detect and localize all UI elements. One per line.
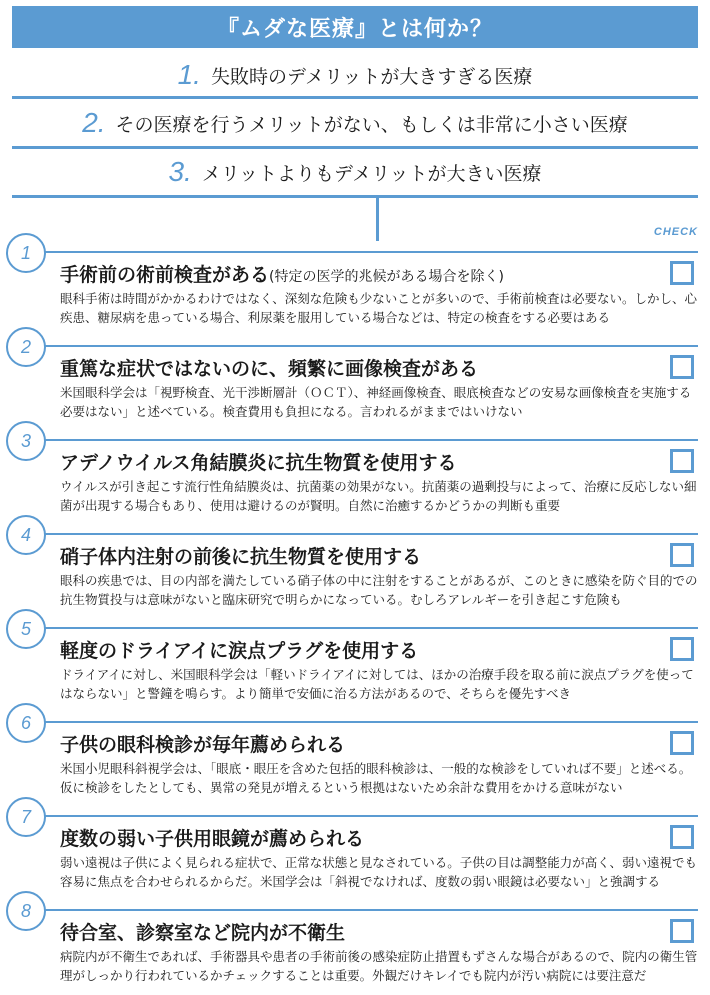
checklist-item xyxy=(0,797,710,892)
divider xyxy=(12,96,698,99)
item-description: 弱い遠視は子供によく見られる症状で、正常な状態と見なされている。子供の目は調整能力が高く、弱い遠視でも容易に焦点を合わせられるからだ。米国学会は「斜視でなければ、度数の弱い眼鏡は必要ない」と強調する xyxy=(60,855,698,889)
check-box[interactable] xyxy=(670,449,694,473)
item-description: 米国眼科学会は「視野検査、光干渉断層計（ＯＣＴ）、神経画像検査、眼底検査などの安易な画像検査を実施する必要はない」と述べている。検査費用も負担になる。言われるがままではいけない xyxy=(60,385,692,419)
item-title-text: 子供の眼科検診が毎年薦められる xyxy=(60,734,346,756)
item-title-text: 硝子体内注射の前後に抗生物質を使用する xyxy=(60,546,422,568)
item-number-badge: 3 xyxy=(6,421,46,461)
check-box[interactable] xyxy=(670,543,694,567)
divider xyxy=(12,195,698,198)
checklist-item xyxy=(0,515,710,610)
item-title xyxy=(60,354,478,381)
item-description: 眼科の疾患では、目の内部を満たしている硝子体の中に注射をすることがあるが、このときに感染を防ぐ目的での抗生物質投与は意味がないと臨床研究で明らかになっている。むしろアレルギーを引き起こす危険も xyxy=(60,573,698,607)
checklist-item xyxy=(0,421,710,516)
checklist-item xyxy=(0,609,710,704)
item-title xyxy=(60,636,418,663)
item-title-text: 軽度のドライアイに涙点プラグを使用する xyxy=(60,640,419,662)
item-number-badge: 5 xyxy=(6,609,46,649)
checklist-item xyxy=(0,233,710,328)
item-rule xyxy=(40,251,698,253)
item-title-text: 手術前の術前検査がある xyxy=(60,264,270,286)
item-number-badge: 8 xyxy=(6,891,46,931)
item-title-text: 度数の弱い子供用眼鏡が薦められる xyxy=(60,828,365,850)
item-rule xyxy=(40,345,698,347)
item-rule xyxy=(40,439,698,441)
criterion-1 xyxy=(12,52,698,98)
check-box[interactable] xyxy=(670,731,694,755)
item-title xyxy=(60,260,504,287)
item-title xyxy=(60,824,364,851)
criterion-3 xyxy=(12,149,698,195)
item-title-text: 重篤な症状ではないのに、頻繁に画像検査がある xyxy=(60,358,479,380)
item-title xyxy=(60,542,421,569)
criterion-text: メリットよりもデメリットが大きい医療 xyxy=(201,162,542,185)
item-rule xyxy=(40,909,698,911)
criterion-text: その医療を行うメリットがない、もしくは非常に小さい医療 xyxy=(115,113,628,136)
check-box[interactable] xyxy=(670,261,694,285)
item-rule xyxy=(40,533,698,535)
item-number-badge: 1 xyxy=(6,233,46,273)
item-number-badge: 2 xyxy=(6,327,46,367)
checklist-item xyxy=(0,703,710,798)
checklist-item xyxy=(0,891,710,986)
item-description: ドライアイに対し、米国眼科学会は「軽いドライアイに対しては、ほかの治療手段を取る前に涙点プラグを使ってはならない」と警鐘を鳴らす。より簡単で安価に治る方法があるので、そちらを優先すべき xyxy=(60,667,694,701)
item-number-badge: 7 xyxy=(6,797,46,837)
checklist-item xyxy=(0,327,710,422)
check-box[interactable] xyxy=(670,355,694,379)
criterion-text: 失敗時のデメリットが大きすぎる医療 xyxy=(210,65,533,88)
criterion-2 xyxy=(12,100,698,146)
item-number-badge: 6 xyxy=(6,703,46,743)
item-description: ウイルスが引き起こす流行性角結膜炎は、抗菌薬の効果がない。抗菌薬の過剰投与によって、治療に反応しない細菌が出現する場合もあり、使用は避けるのが賢明。自然に治癒するかどうかの判断も重要 xyxy=(60,479,697,513)
check-box[interactable] xyxy=(670,825,694,849)
criterion-number: 1. xyxy=(177,59,201,90)
item-description: 米国小児眼科斜視学会は、「眼底・眼圧を含めた包括的眼科検診は、一般的な検診をしていれば不要」と述べる。仮に検診をしたとしても、異常の発見が増えるという根拠はないため余計な費用をかける意味がない xyxy=(60,761,692,795)
item-description: 眼科手術は時間がかかるわけではなく、深刻な危険も少ないことが多いので、手術前検査は必要ない。しかし、心疾患、糖尿病を患っている場合、利尿薬を服用している場合などは、特定の検査をする必要はある xyxy=(60,291,698,325)
item-title xyxy=(60,448,457,475)
item-number-badge: 4 xyxy=(6,515,46,555)
item-rule xyxy=(40,815,698,817)
item-rule xyxy=(40,627,698,629)
item-title xyxy=(60,730,345,757)
criterion-number: 2. xyxy=(82,107,106,138)
check-column-label: CHECK xyxy=(653,226,698,238)
page-title-banner: 『ムダな医療』とは何か？ xyxy=(12,6,698,48)
item-title-text: 待合室、診察室など院内が不衛生 xyxy=(60,922,346,944)
item-rule xyxy=(40,721,698,723)
item-title-note: (特定の医学的兆候がある場合を除く) xyxy=(269,269,504,285)
check-box[interactable] xyxy=(670,919,694,943)
item-title xyxy=(60,918,345,945)
item-title-text: アデノウイルス角結膜炎に抗生物質を使用する xyxy=(60,452,457,474)
item-description: 病院内が不衛生であれば、手術器具や患者の手術前後の感染症防止措置もずさんな場合があるので、院内の衛生管理がしっかり行われているかチェックすることは重要。外観だけキレイでも院内が汚い病院には要注意だ xyxy=(60,949,698,983)
criterion-number: 3. xyxy=(168,156,192,187)
check-box[interactable] xyxy=(670,637,694,661)
